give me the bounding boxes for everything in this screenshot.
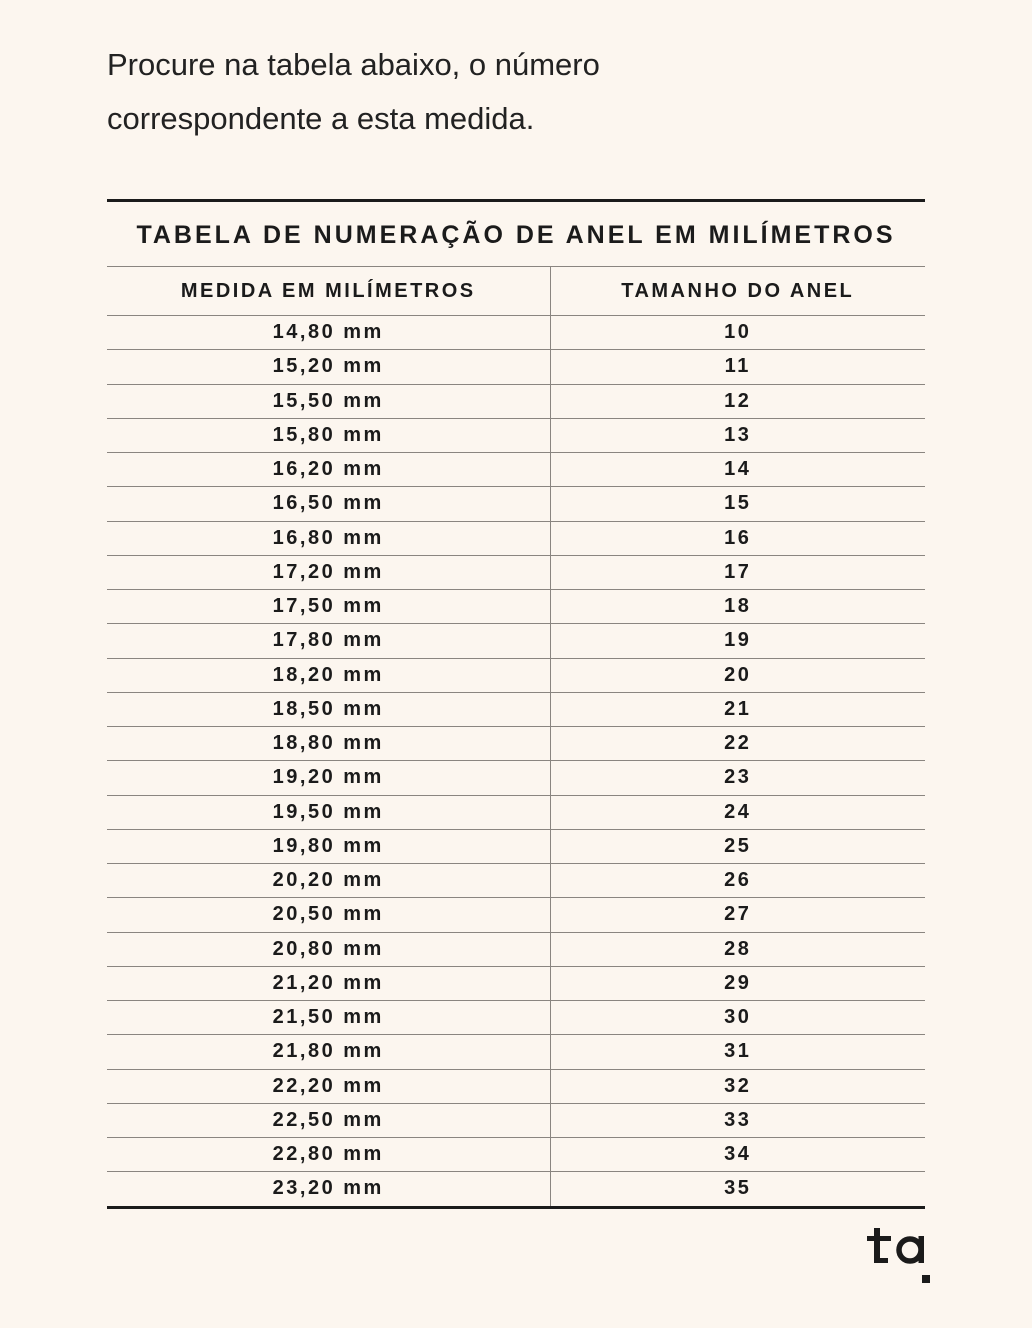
table-row — [107, 418, 925, 452]
cell-measure-mm: 19,20 mm — [107, 761, 550, 795]
cell-ring-size: 15 — [550, 487, 925, 521]
table-row — [107, 350, 925, 384]
cell-measure-mm: 21,20 mm — [107, 966, 550, 1000]
cell-ring-size: 23 — [550, 761, 925, 795]
intro-line-1: Procure na tabela abaixo, o número — [107, 47, 600, 82]
table-row — [107, 795, 925, 829]
table-row — [107, 316, 925, 350]
cell-ring-size: 29 — [550, 966, 925, 1000]
table-row — [107, 761, 925, 795]
cell-ring-size: 10 — [550, 316, 925, 350]
cell-ring-size: 30 — [550, 1001, 925, 1035]
cell-ring-size: 21 — [550, 692, 925, 726]
cell-measure-mm: 16,20 mm — [107, 453, 550, 487]
cell-measure-mm: 23,20 mm — [107, 1172, 550, 1206]
cell-measure-mm: 21,80 mm — [107, 1035, 550, 1069]
cell-ring-size: 24 — [550, 795, 925, 829]
cell-ring-size: 34 — [550, 1138, 925, 1172]
cell-measure-mm: 19,50 mm — [107, 795, 550, 829]
cell-ring-size: 19 — [550, 624, 925, 658]
table-row — [107, 966, 925, 1000]
cell-ring-size: 27 — [550, 898, 925, 932]
cell-ring-size: 33 — [550, 1103, 925, 1137]
cell-ring-size: 26 — [550, 864, 925, 898]
cell-ring-size: 16 — [550, 521, 925, 555]
table-row — [107, 692, 925, 726]
cell-measure-mm: 15,50 mm — [107, 384, 550, 418]
cell-ring-size: 20 — [550, 658, 925, 692]
brand-logo — [862, 1222, 934, 1288]
cell-ring-size: 14 — [550, 453, 925, 487]
cell-ring-size: 25 — [550, 829, 925, 863]
cell-measure-mm: 20,20 mm — [107, 864, 550, 898]
cell-measure-mm: 17,20 mm — [107, 555, 550, 589]
table-row — [107, 1172, 925, 1206]
cell-measure-mm: 22,80 mm — [107, 1138, 550, 1172]
table-row — [107, 624, 925, 658]
cell-measure-mm: 15,80 mm — [107, 418, 550, 452]
table-row — [107, 1103, 925, 1137]
table-row — [107, 864, 925, 898]
cell-measure-mm: 21,50 mm — [107, 1001, 550, 1035]
cell-ring-size: 12 — [550, 384, 925, 418]
cell-measure-mm: 18,20 mm — [107, 658, 550, 692]
cell-measure-mm: 22,20 mm — [107, 1069, 550, 1103]
table-row — [107, 555, 925, 589]
cell-measure-mm: 18,80 mm — [107, 727, 550, 761]
cell-measure-mm: 16,80 mm — [107, 521, 550, 555]
table-body — [107, 316, 925, 1206]
table-row — [107, 487, 925, 521]
table-row — [107, 932, 925, 966]
table-row — [107, 453, 925, 487]
cell-ring-size: 35 — [724, 1177, 752, 1200]
cell-ring-size: 32 — [550, 1069, 925, 1103]
intro-text — [107, 38, 927, 146]
cell-measure-mm: 22,50 mm — [107, 1103, 550, 1137]
cell-measure-mm: 14,80 mm — [107, 316, 550, 350]
table-row — [107, 1069, 925, 1103]
column-header-measure: MEDIDA EM MILÍMETROS — [107, 267, 550, 316]
cell-ring-size: 31 — [550, 1035, 925, 1069]
cell-ring-size: 17 — [550, 555, 925, 589]
cell-measure-mm: 15,20 mm — [107, 350, 550, 384]
ring-size-table-container — [107, 199, 925, 1209]
cell-ring-size: 11 — [550, 350, 925, 384]
table-row — [107, 590, 925, 624]
table-row — [107, 727, 925, 761]
cell-measure-mm: 18,50 mm — [107, 692, 550, 726]
table-row — [107, 658, 925, 692]
cell-measure-mm: 17,80 mm — [107, 624, 550, 658]
ring-size-table — [107, 267, 925, 1206]
cell-measure-mm: 20,50 mm — [107, 898, 550, 932]
table-row — [107, 384, 925, 418]
cell-ring-size: 28 — [550, 932, 925, 966]
cell-measure-mm: 16,50 mm — [107, 487, 550, 521]
cell-ring-size: 13 — [550, 418, 925, 452]
table-title: TABELA DE NUMERAÇÃO DE ANEL EM MILÍMETROS — [107, 202, 925, 267]
table-row — [107, 521, 925, 555]
intro-line-2: correspondente a esta medida. — [107, 101, 535, 136]
table-header-row — [107, 267, 925, 316]
cell-ring-size: 18 — [550, 590, 925, 624]
table-row — [107, 829, 925, 863]
table-bottom-rule — [107, 1206, 925, 1209]
cell-ring-size: 22 — [550, 727, 925, 761]
cell-measure-mm: 17,50 mm — [107, 590, 550, 624]
cell-measure-mm: 19,80 mm — [107, 829, 550, 863]
table-row — [107, 1035, 925, 1069]
table-row — [107, 1001, 925, 1035]
column-header-size: TAMANHO DO ANEL — [550, 267, 925, 316]
table-row — [107, 898, 925, 932]
table-row — [107, 1138, 925, 1172]
cell-measure-mm: 20,80 mm — [107, 932, 550, 966]
